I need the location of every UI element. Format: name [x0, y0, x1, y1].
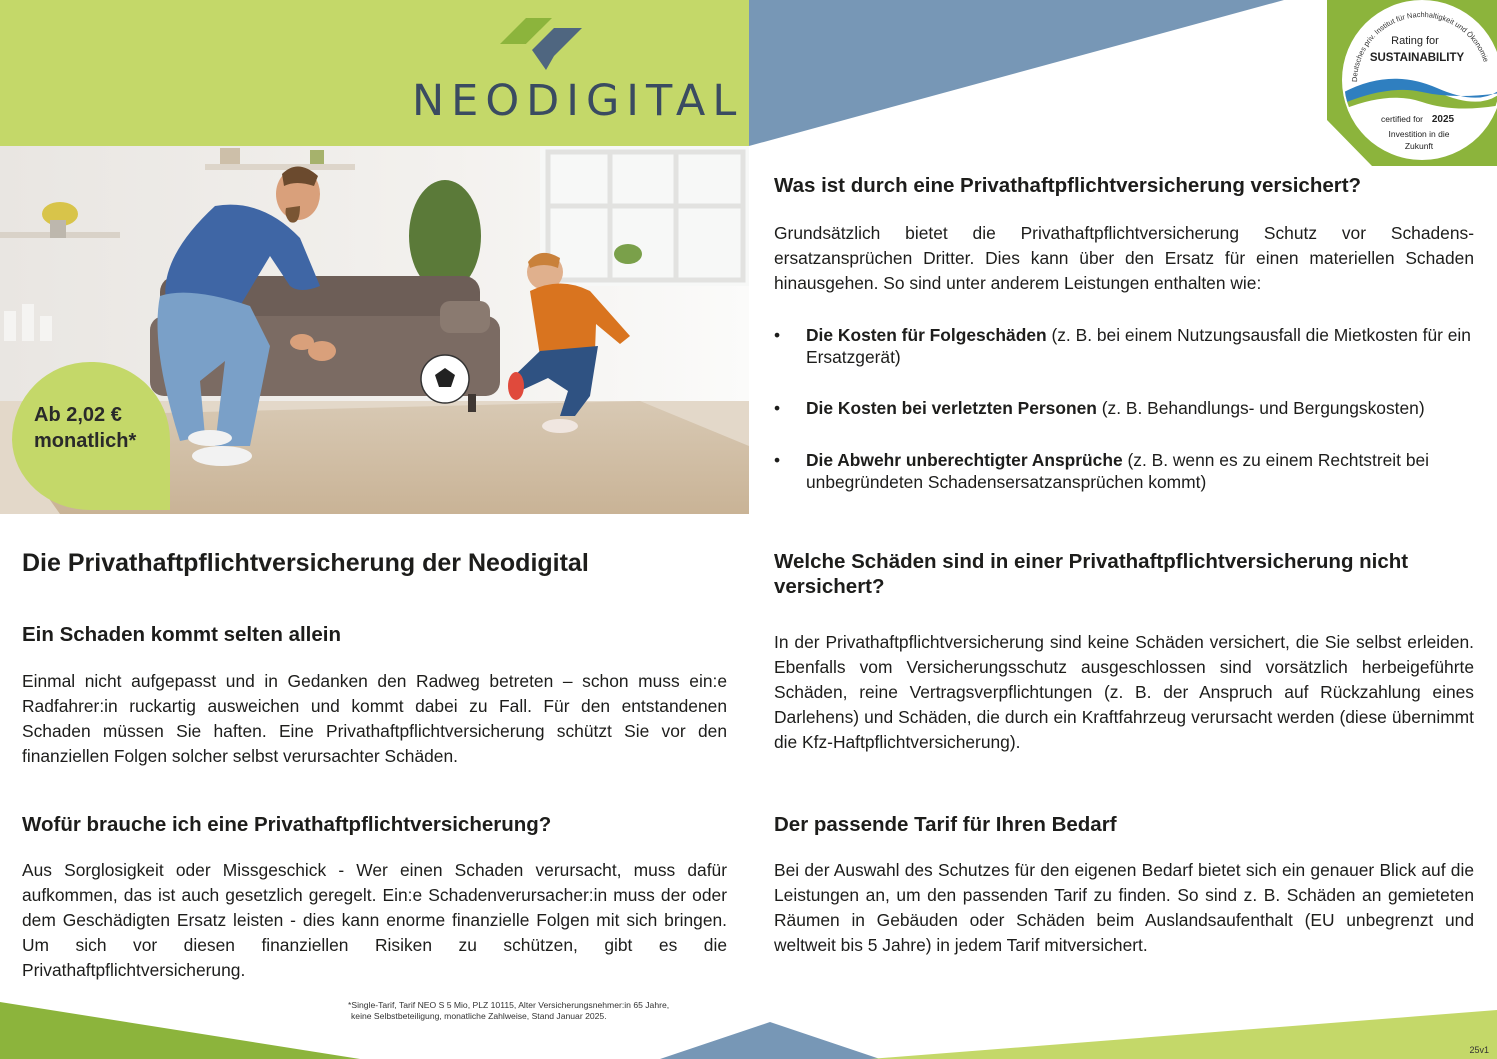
seal-line1: Investition in die [1388, 129, 1450, 139]
text-wofuer-brauche-ich: Aus Sorglosigkeit oder Missgeschick - Wer einen Schaden verursacht, muss dafür aufkommen, das ist auch gesetzlich geregelt. Ein:e Schadenverursacher:in muss der oder dem Geschädigten Ersatz leisten - dies kann enorme finanzielle Folgen mit sich bringen. Um sich vor diesen finanziellen Risiken zu schützen, gibt es die Privathaftpflichtversicherung. [22, 860, 727, 980]
version-label: 25v1 [1469, 1045, 1489, 1055]
benefits-list-3 [774, 449, 1474, 493]
benefits-list [774, 324, 1474, 368]
seal-line2: Zukunft [1404, 141, 1434, 151]
benefit-item: • Die Kosten für Folgeschäden (z. B. bei einem Nutzungsausfall die Mietkosten für ein Ersatzgerät) [774, 324, 1474, 368]
price-amount: Ab 2,02 € [34, 404, 122, 426]
seal-arc-text: Deutsches priv. Institut für Nachhaltigkeit und Ökonomie [1349, 9, 1491, 83]
heading-nicht-versichert: Welche Schäden sind in einer Privathaftpflichtversicherung nicht versichert? [774, 550, 1409, 598]
text-passender-tarif: Bei der Auswahl des Schutzes für den eigenen Bedarf bietet sich ein genauer Blick auf die Leistungen an, um den passenden Tarif zu finden. So sind z. B. Schäden an gemieteten Räumen in Gebäuden oder Schäden beim Auslandsaufenthalt (EU unbegrenzt und weltweit bis 5 Jahre) in jedem Tarif mitversichert. [774, 860, 1474, 955]
footer-decoration [0, 990, 1497, 1059]
seal-certified-for: certified for [1380, 114, 1424, 124]
neodigital-logo-icon [496, 14, 584, 72]
benefit-item: • Die Kosten bei verletzten Personen (z. B. Behandlungs- und Bergungskosten) [774, 397, 1474, 419]
text-nicht-versichert: In der Privathaftpflichtversicherung sind keine Schäden versichert, die Sie selbst erleiden. Ebenfalls vom Versicherungsschutz ausgeschlossen sind vorsätzlich herbeigeführte Schäden, reine Vertragsverpflichtungen (z. B. der Anspruch auf Rückzahlung eines Darlehens) und Schäden, die durch ein Kraftfahrzeug verursacht werden (diese übernimmt die Kfz-Haftpflichtversicherung). [774, 632, 1474, 752]
heading-was-versichert: Was ist durch eine Privathaftpflichtversicherung versichert? [774, 174, 1362, 197]
brand-wordmark: NEODIGITAL [412, 76, 744, 126]
text-was-versichert: Grundsätzlich bietet die Privathaftpflichtversicherung Schutz vor Schadens-ersatzansprüchen Dritter. Dies kann über den Ersatz für einen materiellen Schaden hinausgehen. So sind unter anderem Leistungen enthalten wie: [774, 223, 1474, 293]
heading-wofuer-brauche-ich: Wofür brauche ich eine Privathaftpflichtversicherung? [22, 813, 552, 836]
benefit-item: • Die Abwehr unberechtigter Ansprüche (z. B. wenn es zu einem Rechtstreit bei unbegründeten Schadensersatzansprüchen kommt) [774, 449, 1474, 493]
price-badge-text [34, 402, 136, 454]
seal-sustainability: SUSTAINABILITY [1369, 52, 1465, 64]
price-period: monatlich* [34, 430, 137, 452]
footnote: *Single-Tarif, Tarif NEO S 5 Mio, PLZ 10115, Alter Versicherungsnehmer:in 65 Jahre, keine Selbstbeteiligung, monatliche Zahlweise, Stand Januar 2025. [348, 1000, 670, 1021]
page-title: Die Privathaftpflichtversicherung der Neodigital [22, 549, 589, 577]
heading-schaden-selten-allein: Ein Schaden kommt selten allein [22, 623, 341, 646]
seal-rating-for: Rating for [1391, 35, 1439, 47]
benefits-list-2 [774, 397, 1474, 419]
heading-passender-tarif: Der passende Tarif für Ihren Bedarf [774, 813, 1117, 836]
sustainability-seal [1327, 0, 1497, 166]
seal-year: 2025 [1431, 114, 1455, 125]
text-schaden-selten-allein: Einmal nicht aufgepasst und in Gedanken den Radweg betreten – schon muss ein:e Radfahrer:in ruckartig ausweichen und kommt dabei zu Fall. Für den entstandenen Schaden müssen Sie haften. Eine Privathaftpflichtversicherung schützt Sie vor den finanziellen Folgen solcher selbst verursachter Schäden. [22, 671, 727, 766]
